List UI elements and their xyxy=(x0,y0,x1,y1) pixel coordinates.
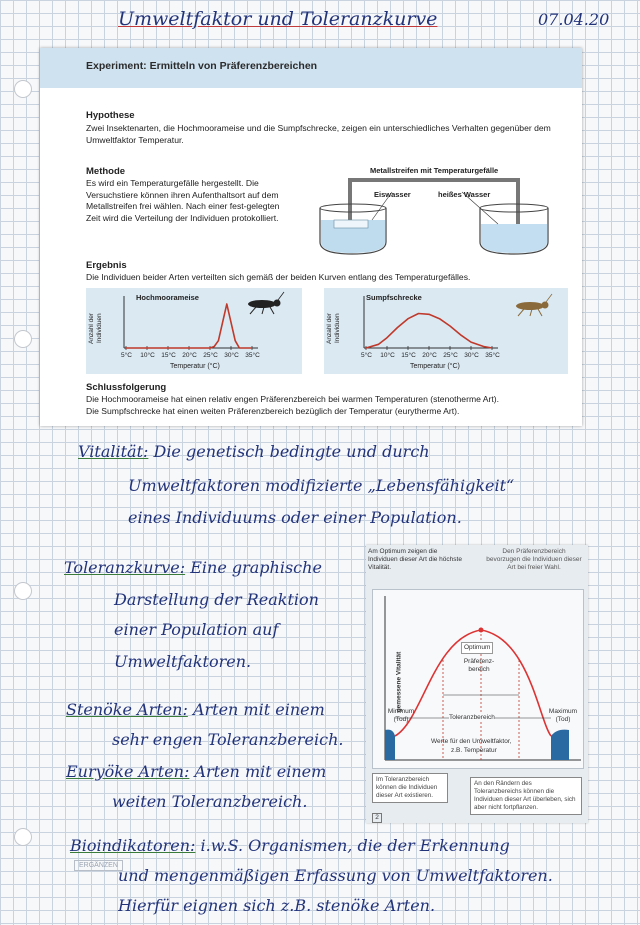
steno-line1: Arten mit einem xyxy=(192,700,325,719)
experiment-heading: Experiment: Ermitteln von Präferenzbereichen xyxy=(40,48,582,88)
binder-hole xyxy=(14,80,32,98)
chart2-tick: 35°C xyxy=(485,352,500,359)
bio-line3: Hierfür eignen sich z.B. stenöke Arten. xyxy=(118,896,436,915)
fig-maximum-label: Maximum (Tod) xyxy=(548,708,578,723)
eury-line1: Arten mit einem xyxy=(194,762,327,781)
fig-preference-label: Präferenz-bereich xyxy=(463,658,495,673)
chart1-xlabel: Temperatur (°C) xyxy=(170,363,220,370)
steno-line2: sehr engen Toleranzbereich. xyxy=(112,730,344,749)
chart2-tick: 10°C xyxy=(380,352,395,359)
fig-xlabel-2: z.B. Temperatur xyxy=(451,747,497,754)
chart-sumpfschrecke xyxy=(324,288,568,374)
steno-term: Stenöke Arten: xyxy=(66,700,188,719)
toleranz-term: Toleranzkurve: xyxy=(64,558,186,577)
chart2-tick: 25°C xyxy=(443,352,458,359)
fig-tolerance-caption: Im Toleranzbereich können die Individuen dieser Art existieren. xyxy=(372,773,448,803)
fig-optimum-caption: Am Optimum zeigen die Individuen dieser Art die höchste Vitalität. xyxy=(368,548,462,571)
chart1-tick: 25°C xyxy=(203,352,218,359)
eury-term: Euryöke Arten: xyxy=(66,762,190,781)
vitalitaet-definition xyxy=(78,442,430,461)
bio-line2: und mengenmäßigen Erfassung von Umweltfaktoren. xyxy=(118,866,553,885)
methode-title: Methode xyxy=(86,166,126,177)
chart1-title: Hochmoorameise xyxy=(136,293,199,302)
toleranz-line2: Darstellung der Reaktion xyxy=(114,590,319,609)
chart1-tick: 15°C xyxy=(161,352,176,359)
binder-hole xyxy=(14,330,32,348)
toleranz-line4: Umweltfaktoren. xyxy=(114,652,252,671)
chart2-xlabel: Temperatur (°C) xyxy=(410,363,460,370)
vitalitaet-line2: Umweltfaktoren modifizierte „Lebensfähigkeit“ xyxy=(128,476,515,495)
chart2-ylabel: Anzahl der Individuen xyxy=(326,312,341,344)
chart2-tick: 20°C xyxy=(422,352,437,359)
ant-icon xyxy=(248,292,284,314)
hypothese-title: Hypothese xyxy=(86,110,135,121)
chart1-tick: 20°C xyxy=(182,352,197,359)
chart2-title: Sumpfschrecke xyxy=(366,293,422,302)
chart1-plot xyxy=(86,288,302,374)
hypothese-text: Zwei Insektenarten, die Hochmoorameise und die Sumpfschrecke, zeigen ein unterschiedliches Verhalten gegenüber dem Umweltfaktor Temperatur. xyxy=(86,123,551,145)
fig-optimum-label: Optimum xyxy=(461,642,493,654)
vitalitaet-line1: Die genetisch bedingte und durch xyxy=(153,442,430,461)
chart1-series-line xyxy=(126,304,252,348)
bio-line1: i.w.S. Organismen, die der Erkennung xyxy=(200,836,510,855)
chart2-series-line xyxy=(366,314,492,349)
chart2-ticks xyxy=(356,352,503,359)
fig-plot-area xyxy=(372,589,584,769)
apparatus-right-label: heißes Wasser xyxy=(438,190,491,199)
schluss-line1: Die Hochmoorameise hat einen relativ engen Präferenzbereich bei warmen Temperaturen (stenotherme Art). xyxy=(86,394,500,404)
toleranz-line1: Eine graphische xyxy=(190,558,322,577)
chart1-ylabel: Anzahl der Individuen xyxy=(88,312,103,344)
fig-page-number: 2 xyxy=(372,813,382,823)
binder-hole xyxy=(14,582,32,600)
fig-ylabel: gemessene Vitalität xyxy=(395,651,403,713)
bio-term: Bioindikatoren: xyxy=(70,836,196,855)
ergebnis-text: Die Individuen beider Arten verteilten sich gemäß der beiden Kurven entlang des Temperaturgefälles. xyxy=(86,272,471,282)
page-date: 07.04.20 xyxy=(538,10,610,29)
fig-tolerance-label: Toleranzbereich xyxy=(449,714,495,721)
bio-definition xyxy=(70,836,510,855)
ergebnis-title: Ergebnis xyxy=(86,260,127,271)
chart1-tick: 5°C xyxy=(121,352,132,359)
toleranz-definition xyxy=(64,558,322,577)
apparatus-left-label: Eiswasser xyxy=(374,190,411,199)
chart1-tick: 30°C xyxy=(224,352,239,359)
chart1-ticks xyxy=(116,352,263,359)
ergaenzen-stamp: ERGÄNZEN xyxy=(74,860,123,871)
fig-minimum-label: Minimum (Tod) xyxy=(387,708,415,723)
toleranzkurve-figure xyxy=(366,545,588,823)
eury-line2: weiten Toleranzbereich. xyxy=(112,792,308,811)
schluss-line2: Die Sumpfschrecke hat einen weiten Präferenzbereich bezüglich der Temperatur (eurytherme Art). xyxy=(86,406,460,416)
schluss-title: Schlussfolgerung xyxy=(86,382,167,393)
steno-definition xyxy=(66,700,325,719)
eury-definition xyxy=(66,762,326,781)
fig-edge-caption: An den Rändern des Toleranzbereichs können die Individuen dieser Art überleben, sich aber nicht fortpflanzen. xyxy=(470,777,582,815)
grasshopper-icon xyxy=(516,294,552,316)
apparatus-illustration xyxy=(312,172,572,264)
chart2-tick: 5°C xyxy=(361,352,372,359)
toleranz-line3: einer Population auf xyxy=(114,620,279,639)
vitalitaet-term: Vitalität: xyxy=(78,442,149,461)
chart2-plot xyxy=(324,288,568,374)
page-title: Umweltfaktor und Toleranzkurve xyxy=(118,8,438,30)
chart2-tick: 30°C xyxy=(464,352,479,359)
fig-preference-caption: Den Präferenzbereich bevorzugen die Individuen dieser Art bei freier Wahl. xyxy=(486,548,582,571)
chart1-tick: 35°C xyxy=(245,352,260,359)
apparatus-title: Metallstreifen mit Temperaturgefälle xyxy=(370,166,499,175)
binder-hole xyxy=(14,828,32,846)
chart2-tick: 15°C xyxy=(401,352,416,359)
vitalitaet-line3: eines Individuums oder einer Population. xyxy=(128,508,462,527)
experiment-card xyxy=(40,48,582,426)
chart1-tick: 10°C xyxy=(140,352,155,359)
chart-hochmoorameise xyxy=(86,288,302,374)
fig-xlabel-1: Werte für den Umweltfaktor, xyxy=(431,738,512,745)
methode-text: Es wird ein Temperaturgefälle hergestellt. Die Versuchstiere können ihren Aufenthaltsort auf dem Metallstreifen frei wählen. Nach einer fest-gelegten Zeit wird die Verteilung der Individuen protokolliert. xyxy=(86,178,280,223)
